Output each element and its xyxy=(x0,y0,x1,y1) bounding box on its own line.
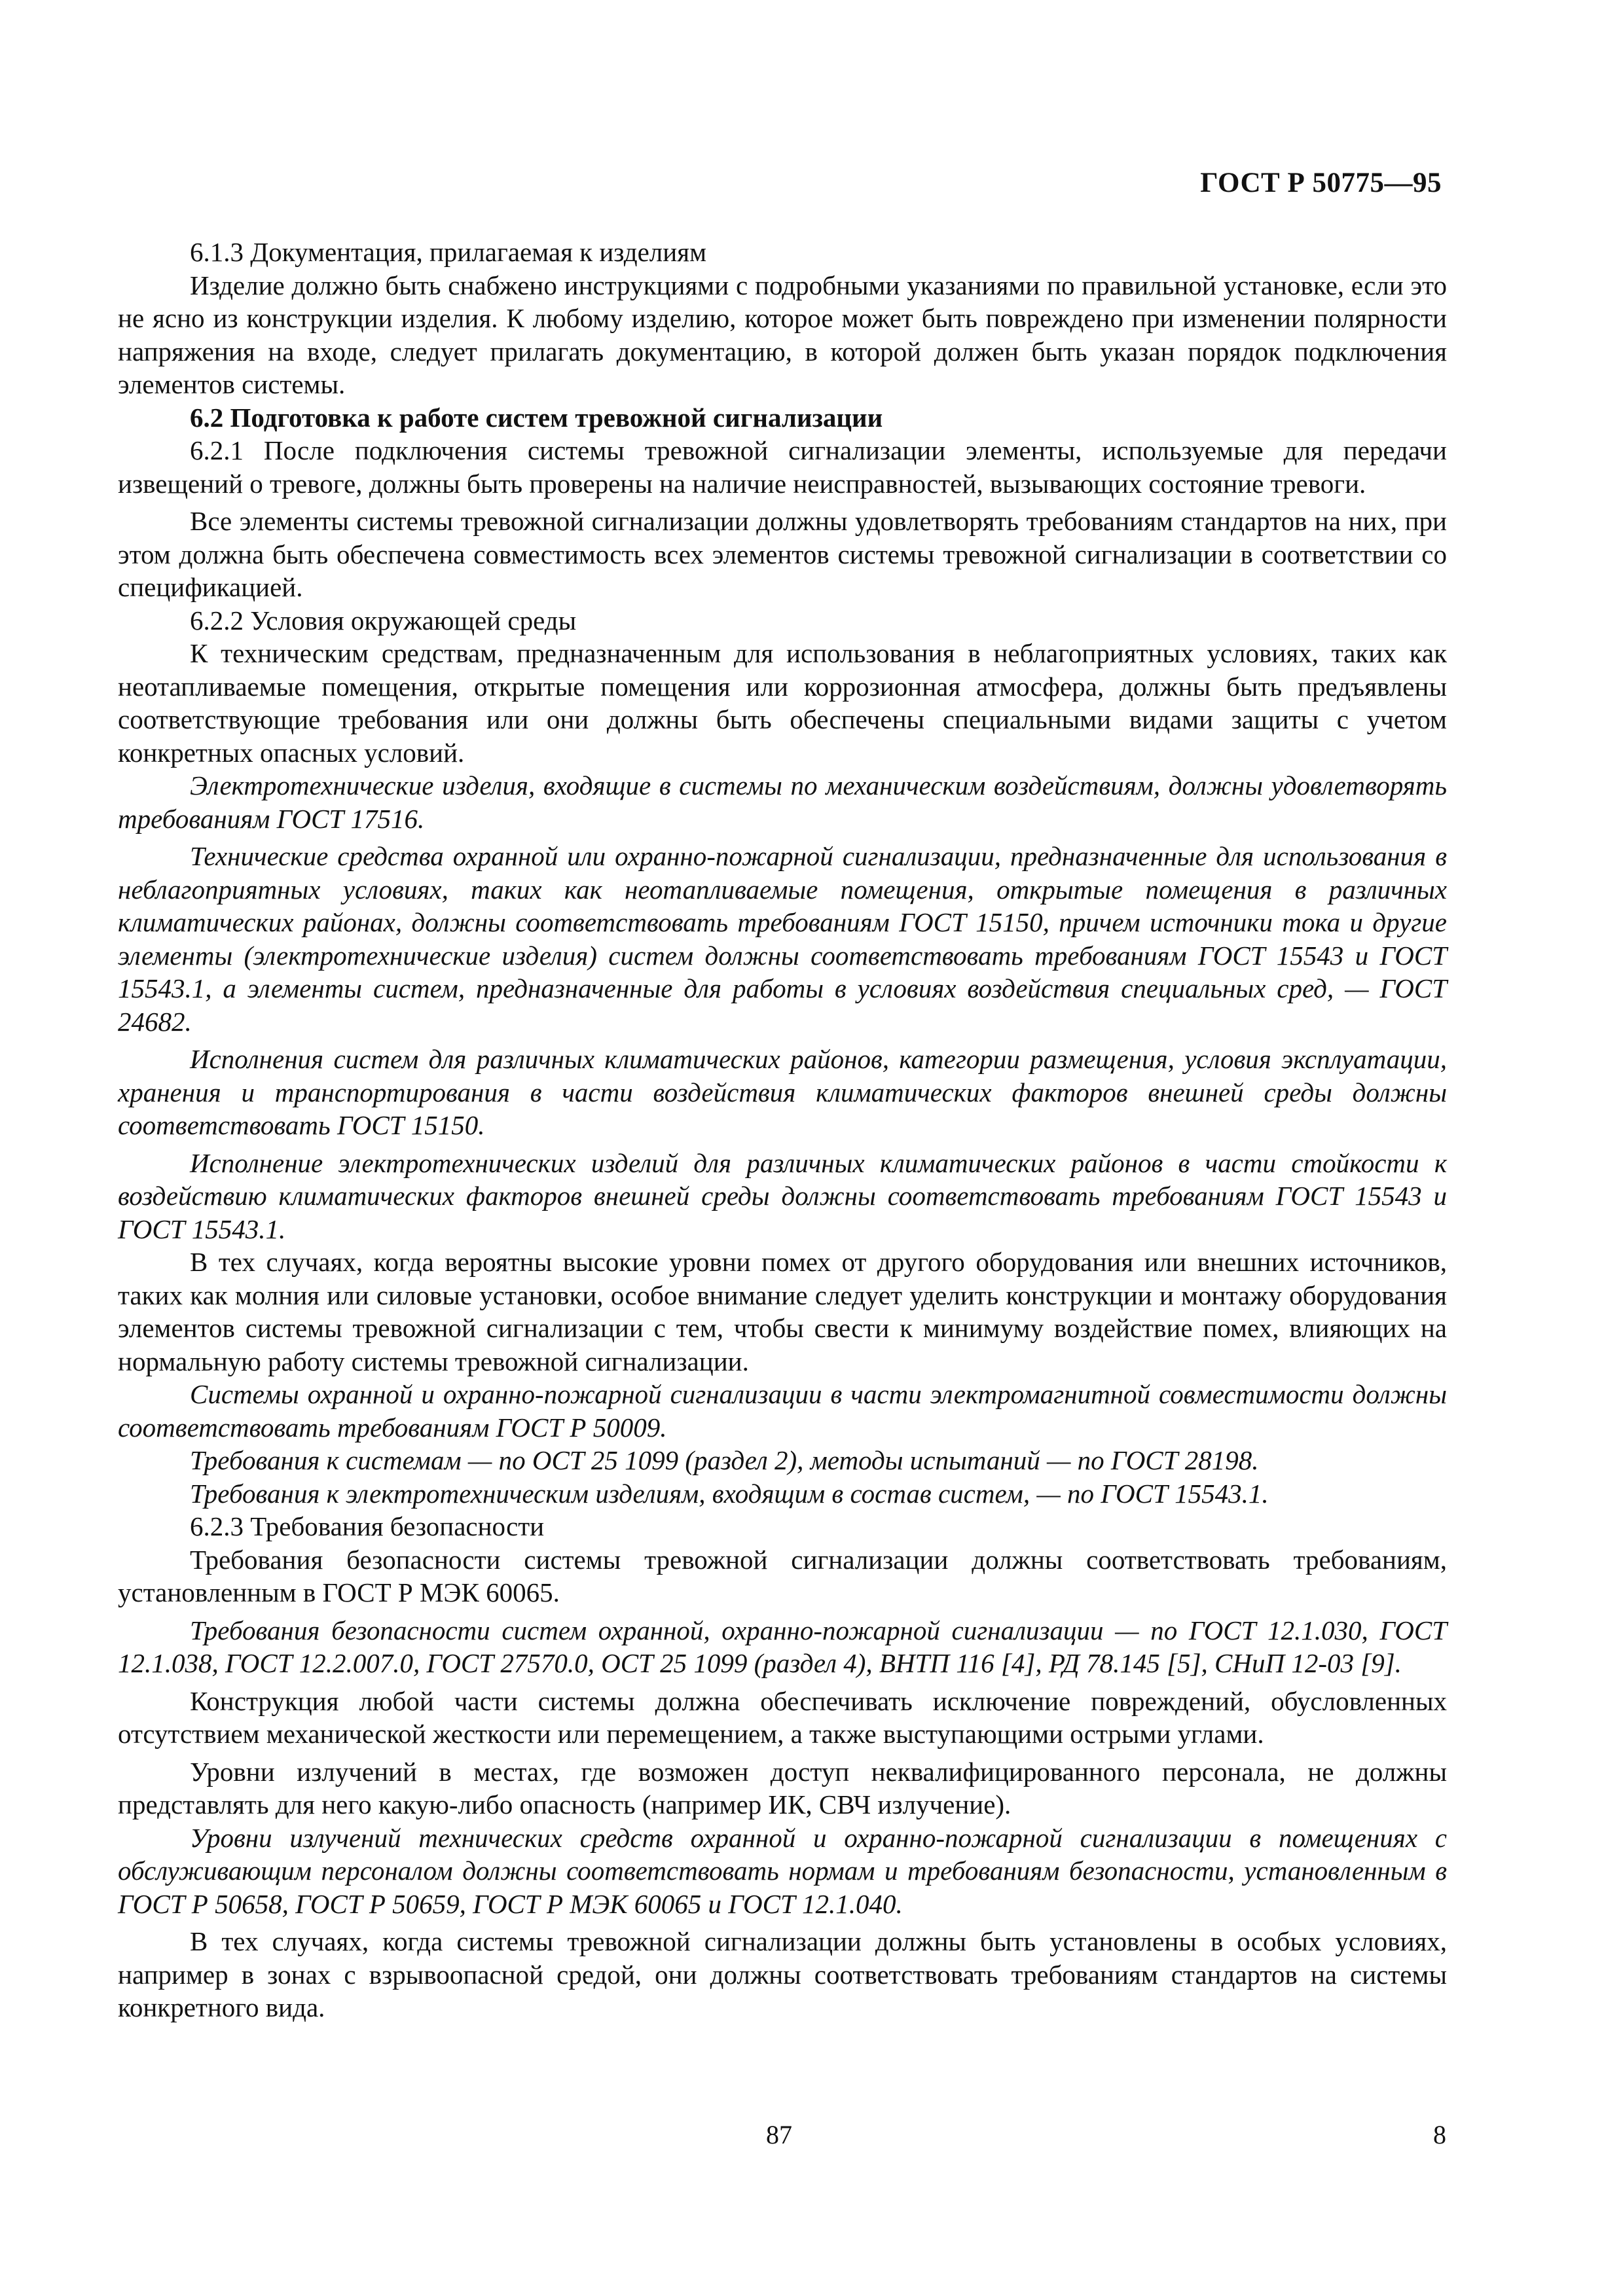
italic-note-paragraph: Исполнение электротехнических изделий для различных климатических районов в части стойкости к воздействию климатических факторов внешней среды должны соответствовать требованиям ГОСТ 15543 и ГОСТ 15543.1. xyxy=(118,1147,1447,1244)
italic-note-paragraph: Электротехнические изделия, входящие в системы по механическим воздействиям, должны удовлетворять требованиям ГОСТ 17516. xyxy=(118,770,1447,834)
italic-note-paragraph: Уровни излучений технических средств охранной и охранно-пожарной сигнализации в помещениях с обслуживающим персоналом должны соответствовать нормам и требованиям безопасности, установленным в ГОСТ Р 50658, ГОСТ Р 50659, ГОСТ Р МЭК 60065 и ГОСТ 12.1.040. xyxy=(118,1822,1447,1919)
paragraph: 6.1.3 Документация, прилагаемая к изделиям xyxy=(190,237,707,267)
paragraph: Изделие должно быть снабжено инструкциями с подробными указаниями по правильной установке, если это не ясно из конструкции изделия. К любому изделию, которое может быть повреждено при изменении полярности напряжения на входе, следует прилагать документацию, в которой должен быть указан порядок подключения элементов системы. xyxy=(118,270,1447,399)
page-number-right: 8 xyxy=(1433,2120,1446,2149)
page-number-center: 87 xyxy=(766,2120,792,2149)
italic-note-paragraph: Требования к системам — по ОСТ 25 1099 (раздел 2), методы испытаний — по ГОСТ 28198. xyxy=(190,1445,1259,1475)
paragraph: В тех случаях, когда системы тревожной сигнализации должны быть установлены в особых условиях, например в зонах с взрывоопасной средой, они должны соответствовать требованиям стандартов на системы конкретного вида. xyxy=(118,1926,1447,2022)
paragraph: К техническим средствам, предназначенным для использования в неблагоприятных условиях, таких как неотапливаемые помещения, открытые помещения или коррозионная атмосфера, должны быть предъявлены соответствующие требования или они должны быть обеспечены специальными видами защиты с учетом конкретных опасных условий. xyxy=(118,638,1447,768)
paragraph: Конструкция любой части системы должна обеспечивать исключение повреждений, обусловленных отсутствием механической жесткости или перемещением, а также выступающими острыми углами. xyxy=(118,1685,1447,1749)
paragraph: Требования безопасности системы тревожной сигнализации должны соответствовать требованиям, установленным в ГОСТ Р МЭК 60065. xyxy=(118,1544,1447,1607)
italic-note-paragraph: Требования к электротехническим изделиям, входящим в состав систем, — по ГОСТ 15543.1. xyxy=(190,1478,1269,1509)
italic-note-paragraph: Исполнения систем для различных климатических районов, категории размещения, условия эксплуатации, хранения и транспортирования в части воздействия климатических факторов внешней среды должны соответствовать ГОСТ 15150. xyxy=(118,1044,1447,1140)
document-header: ГОСТ Р 50775—95 xyxy=(1200,168,1442,198)
italic-note-paragraph: Технические средства охранной или охранно-пожарной сигнализации, предназначенные для использования в неблагоприятных условиях, таких как неотапливаемые помещения, открытые помещения в различных климатических районах, должны соответствовать требованиям ГОСТ 15150, причем источники тока и другие элементы (электротехнические изделия) систем должны соответствовать требованиям ГОСТ 15543 и ГОСТ 15543.1, а элементы систем, предназначенные для работы в условиях воздействия специальных сред, — ГОСТ 24682. xyxy=(118,841,1447,1037)
section-heading: 6.2 Подготовка к работе систем тревожной сигнализации xyxy=(190,402,883,433)
document-body xyxy=(118,236,1447,2024)
paragraph: 6.2.3 Требования безопасности xyxy=(190,1511,545,1541)
paragraph: Все элементы системы тревожной сигнализации должны удовлетворять требованиям стандартов на них, при этом должна быть обеспечена совместимость всех элементов системы тревожной сигнализации в соответствии со спецификацией. xyxy=(118,506,1447,602)
italic-note-paragraph: Системы охранной и охранно-пожарной сигнализации в части электромагнитной совместимости должны соответствовать требованиям ГОСТ Р 50009. xyxy=(118,1379,1447,1443)
paragraph: В тех случаях, когда вероятны высокие уровни помех от другого оборудования или внешних источников, таких как молния или силовые установки, особое внимание следует уделить конструкции и монтажу оборудования элементов системы тревожной сигнализации с тем, чтобы свести к минимуму воздействие помех, влияющих на нормальную работу системы тревожной сигнализации. xyxy=(118,1247,1447,1376)
paragraph: 6.2.1 После подключения системы тревожной сигнализации элементы, используемые для передачи извещений о тревоге, должны быть проверены на наличие неисправностей, вызывающих состояние тревоги. xyxy=(118,435,1447,499)
italic-note-paragraph: Требования безопасности систем охранной, охранно-пожарной сигнализации — по ГОСТ 12.1.030, ГОСТ 12.1.038, ГОСТ 12.2.007.0, ГОСТ 27570.0, ОСТ 25 1099 (раздел 4), ВНТП 116 [4], РД 78.145 [5], СНиП 12-03 [9]. xyxy=(118,1615,1447,1678)
paragraph: 6.2.2 Условия окружающей среды xyxy=(190,605,577,636)
paragraph: Уровни излучений в местах, где возможен доступ неквалифицированного персонала, не должны представлять для него какую-либо опасность (например ИК, СВЧ излучение). xyxy=(118,1756,1447,1820)
